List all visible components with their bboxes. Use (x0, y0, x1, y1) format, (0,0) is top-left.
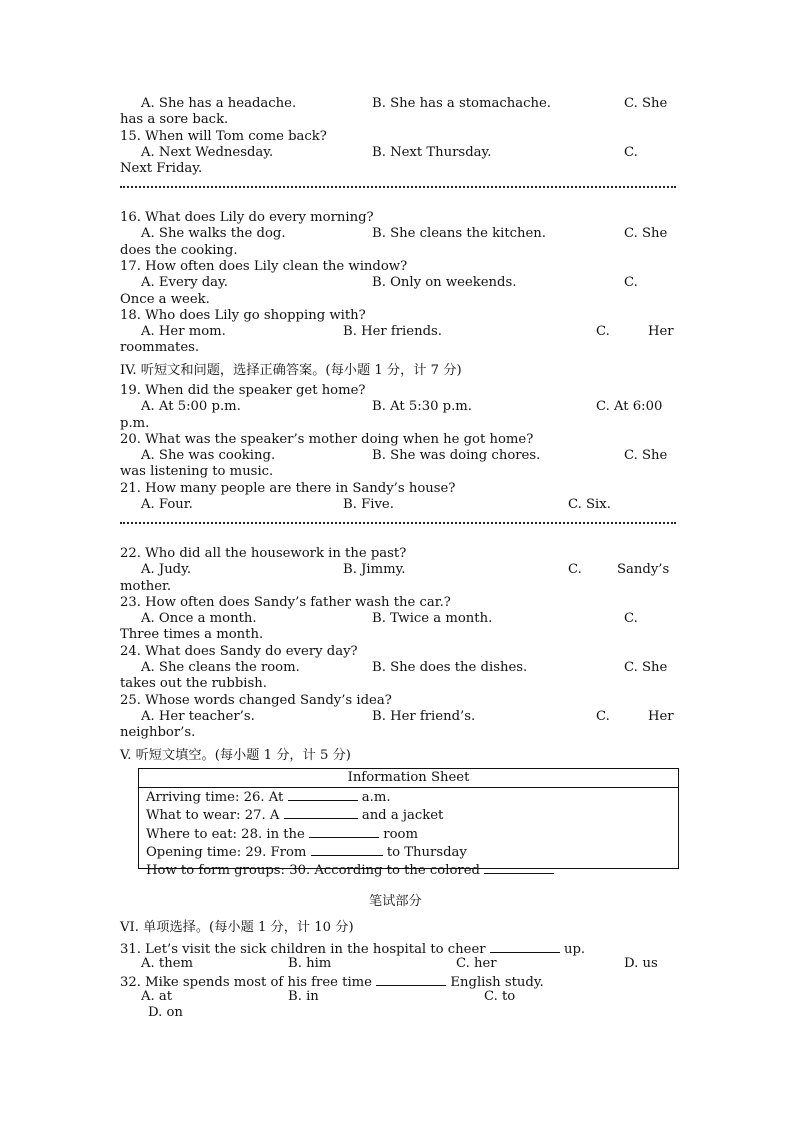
q22-option-c: C. (568, 562, 582, 577)
q22-stem: 22. Who did all the housework in the past? (120, 546, 407, 561)
q31-stem-text: 31. Let’s visit the sick children in the hospital to cheer (120, 942, 486, 957)
q32-stem (120, 973, 544, 991)
q20-stem: 20. What was the speaker’s mother doing when he got home? (120, 432, 534, 447)
q31-option-d: D. us (624, 956, 658, 971)
dotted-divider (120, 184, 676, 188)
q32-option-d: D. on (148, 1005, 183, 1020)
q18-option-c-word: Her (648, 324, 674, 339)
q18-stem: 18. Who does Lily go shopping with? (120, 308, 366, 323)
information-sheet-table (138, 768, 679, 879)
answer-blank-27[interactable] (284, 806, 358, 819)
section-v-title: V. 听短文填空。(每小题 1 分，计 5 分) (120, 748, 351, 763)
q19-option-c: C. At 6:00 (596, 399, 663, 414)
dotted-divider (120, 520, 676, 524)
answer-blank-29[interactable] (311, 843, 383, 856)
q15-option-a: A. Next Wednesday. (141, 145, 274, 160)
q24-option-a: A. She cleans the room. (141, 660, 300, 675)
answer-blank-30[interactable] (484, 861, 554, 874)
q22-option-c-word: Sandy’s (617, 562, 670, 577)
q21-option-b: B. Five. (343, 497, 394, 512)
q16-option-c-cont: does the cooking. (120, 243, 238, 258)
q20-option-c-cont: was listening to music. (120, 464, 274, 479)
answer-blank-32[interactable] (376, 973, 446, 986)
info-row-where-to-eat (139, 825, 678, 843)
q25-option-a: A. Her teacher’s. (141, 709, 255, 724)
q25-option-c-word: Her (648, 709, 674, 724)
info-row-label: What to wear: 27. A (146, 808, 280, 824)
q21-stem: 21. How many people are there in Sandy’s house? (120, 481, 456, 496)
q14-option-c: C. She (624, 96, 668, 111)
q24-option-c-cont: takes out the rubbish. (120, 676, 267, 691)
written-part-heading: 笔试部分 (369, 894, 422, 909)
q18-option-a: A. Her mom. (141, 324, 226, 339)
info-row-label: Where to eat: 28. in the (146, 826, 305, 842)
q22-option-a: A. Judy. (141, 562, 192, 577)
q15-option-c: C. (624, 145, 638, 160)
info-row-suffix: to Thursday (386, 844, 467, 860)
answer-blank-31[interactable] (490, 940, 560, 953)
q23-option-c-cont: Three times a month. (120, 627, 264, 642)
q31-stem-end: up. (563, 942, 586, 957)
section-vi-title: VI. 单项选择。(每小题 1 分，计 10 分) (120, 920, 354, 935)
q19-option-a: A. At 5:00 p.m. (141, 399, 241, 414)
q32-stem-text: 32. Mike spends most of his free time (120, 975, 372, 990)
q17-stem: 17. How often does Lily clean the window? (120, 259, 408, 274)
answer-blank-26[interactable] (288, 788, 358, 801)
q16-option-b: B. She cleans the kitchen. (372, 226, 546, 241)
info-row-label: Arriving time: 26. At (146, 790, 284, 805)
q20-option-c: C. She (624, 448, 668, 463)
info-row-suffix: room (383, 826, 418, 842)
q24-option-b: B. She does the dishes. (372, 660, 528, 675)
q25-option-c-cont: neighbor’s. (120, 725, 196, 740)
q32-option-b: B. in (288, 989, 319, 1004)
q22-option-b: B. Jimmy. (343, 562, 406, 577)
q15-stem: 15. When will Tom come back? (120, 129, 327, 144)
info-row-label: How to form groups: 30. According to the colored (146, 863, 480, 879)
q16-stem: 16. What does Lily do every morning? (120, 210, 374, 225)
q21-option-c: C. Six. (568, 497, 611, 512)
q15-option-b: B. Next Thursday. (372, 145, 492, 160)
info-row-what-to-wear (139, 806, 678, 824)
q19-option-c-cont: p.m. (120, 416, 150, 431)
info-row-suffix: a.m. (361, 790, 391, 805)
q16-option-c: C. She (624, 226, 668, 241)
q17-option-c-cont: Once a week. (120, 292, 210, 307)
q17-option-c: C. (624, 275, 638, 290)
q19-option-b: B. At 5:30 p.m. (372, 399, 472, 414)
section-iv-title: IV. 听短文和问题，选择正确答案。(每小题 1 分，计 7 分) (120, 363, 462, 378)
info-row-suffix: and a jacket (361, 808, 444, 824)
q14-option-a: A. She has a headache. (141, 96, 297, 111)
q23-stem: 23. How often does Sandy’s father wash the car.? (120, 595, 451, 610)
q23-option-c: C. (624, 611, 638, 626)
q17-option-b: B. Only on weekends. (372, 275, 517, 290)
q20-option-a: A. She was cooking. (141, 448, 276, 463)
q31-option-b: B. him (288, 956, 332, 971)
q31-option-c: C. her (456, 956, 497, 971)
answer-blank-28[interactable] (309, 825, 379, 838)
q23-option-b: B. Twice a month. (372, 611, 493, 626)
q18-option-c-cont: roommates. (120, 340, 200, 355)
q18-option-c: C. (596, 324, 610, 339)
q19-stem: 19. When did the speaker get home? (120, 383, 366, 398)
q25-stem: 25. Whose words changed Sandy’s idea? (120, 693, 392, 708)
q18-option-b: B. Her friends. (343, 324, 442, 339)
q22-option-c-cont: mother. (120, 579, 172, 594)
info-row-arriving-time (139, 788, 678, 806)
q25-option-b: B. Her friend’s. (372, 709, 476, 724)
q24-stem: 24. What does Sandy do every day? (120, 644, 358, 659)
info-row-form-groups (139, 861, 678, 879)
q14-option-b: B. She has a stomachache. (372, 96, 551, 111)
q17-option-a: A. Every day. (141, 275, 228, 290)
info-row-label: Opening time: 29. From (146, 844, 307, 860)
info-row-opening-time (139, 843, 678, 861)
q21-option-a: A. Four. (141, 497, 193, 512)
q31-option-a: A. them (141, 956, 194, 971)
q32-stem-end: English study. (450, 975, 544, 990)
information-sheet-header: Information Sheet (139, 769, 678, 788)
q23-option-a: A. Once a month. (141, 611, 257, 626)
q25-option-c: C. (596, 709, 610, 724)
q20-option-b: B. She was doing chores. (372, 448, 541, 463)
q15-option-c-cont: Next Friday. (120, 161, 203, 176)
q32-option-a: A. at (141, 989, 173, 1004)
q32-option-c: C. to (484, 989, 516, 1004)
q24-option-c: C. She (624, 660, 668, 675)
q14-option-c-cont: has a sore back. (120, 112, 229, 127)
q16-option-a: A. She walks the dog. (141, 226, 286, 241)
